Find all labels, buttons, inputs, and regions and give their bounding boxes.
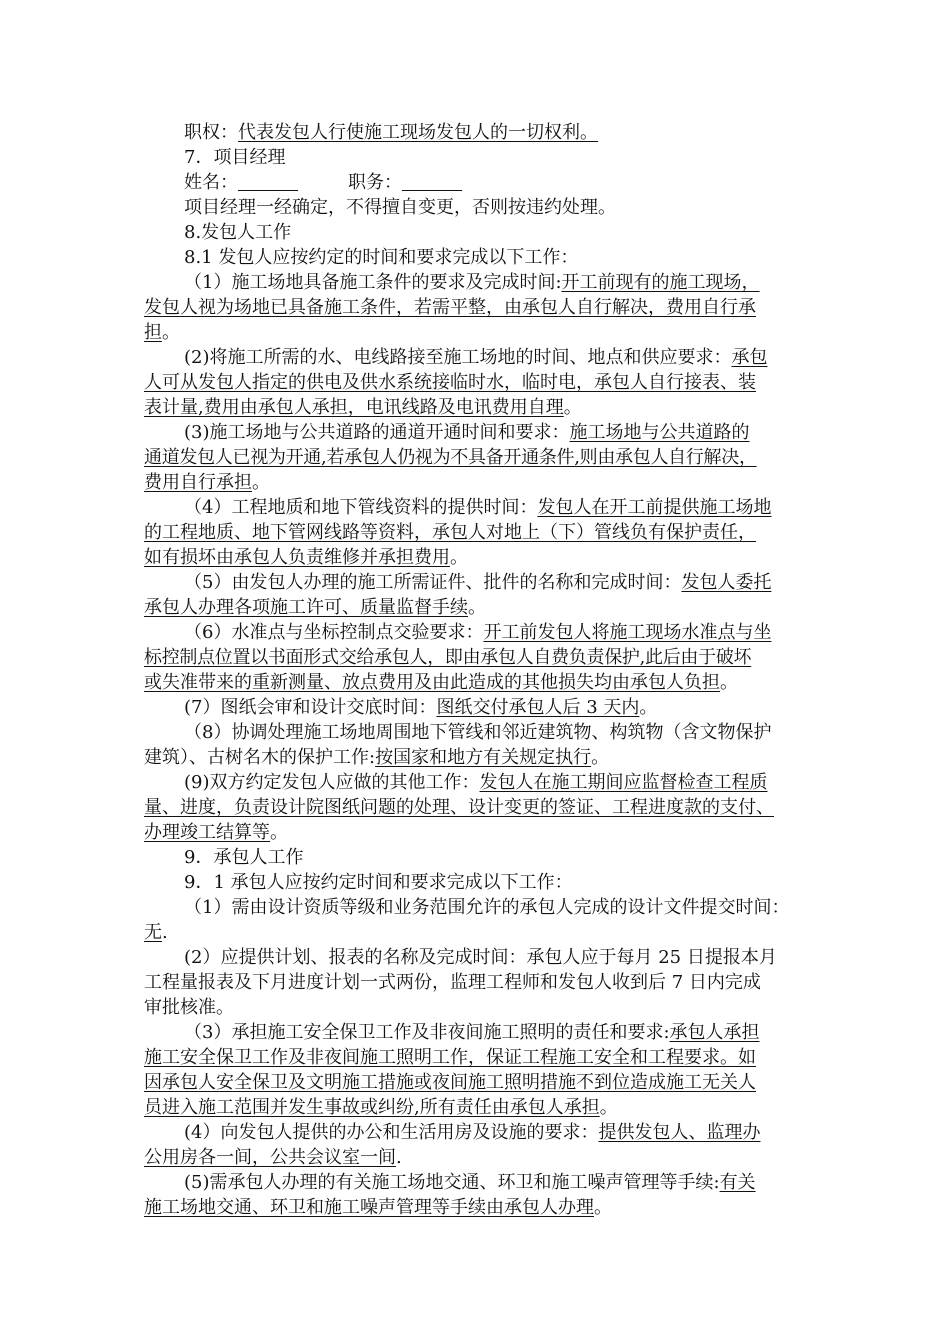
item-8-1-7: (7）图纸会审和设计交底时间：图纸交付承包人后 3 天内。 <box>184 697 658 718</box>
item-9-1-4: (4）向发包人提供的办公和生活用房及设施的要求：提供发包人、监理办 <box>184 1122 761 1143</box>
item-8-1-1-end: 担。 <box>144 322 180 343</box>
item-8-1-2-end: 表计量,费用由承包人承担，电讯线路及电讯费用自理。 <box>144 397 582 418</box>
item-8-1-6: （6）水准点与坐标控制点交验要求：开工前发包人将施工现场水准点与坐 <box>184 622 772 643</box>
item-8-1-4: （4）工程地质和地下管线资料的提供时间：发包人在开工前提供施工场地 <box>184 497 772 518</box>
item-8-1-2: (2)将施工所需的水、电线路接至施工场地的时间、地点和供应要求：承包 <box>184 347 768 368</box>
item-8-1-3-end: 费用自行承担。 <box>144 472 270 493</box>
section-8-1-heading: 8.1 发包人应按约定的时间和要求完成以下工作： <box>184 247 579 268</box>
item-9-1-5-end: 施工场地交通、环卫和施工噪声管理等手续由承包人办理。 <box>144 1197 612 1218</box>
item-9-1-5: (5)需承包人办理的有关施工场地交通、环卫和施工噪声管理等手续:有关 <box>184 1172 756 1193</box>
item-8-1-1: （1）施工场地具备施工条件的要求及完成时间:开工前现有的施工现场， <box>184 272 760 293</box>
item-8-1-4-end: 如有损坏由承包人负责维修并承担费用。 <box>144 547 468 568</box>
name-blank <box>238 172 298 191</box>
item-8-1-4-cont: 的工程地质、地下管网线路等资料，承包人对地上（下）管线负有保护责任， <box>144 522 756 543</box>
item-8-1-3: (3)施工场地与公共道路的通道开通时间和要求：施工场地与公共道路的 <box>184 422 750 443</box>
section-8-heading: 8.发包人工作 <box>184 222 292 243</box>
item-9-1-2-end: 审批核准。 <box>144 997 234 1018</box>
item-8-1-8-end: 建筑）、古树名木的保护工作:按国家和地方有关规定执行。 <box>144 747 610 768</box>
document-body <box>144 120 824 1220</box>
item-8-1-8: （8）协调处理施工场地周围地下管线和邻近建筑物、构筑物（含文物保护 <box>184 722 772 743</box>
item-9-1-4-end: 公用房各一间，公共会议室一间. <box>144 1147 402 1168</box>
item-9-1-2-cont: 工程量报表及下月进度计划一式两份，监理工程师和发包人收到后 7 日内完成 <box>144 972 761 993</box>
duty-blank <box>402 172 462 191</box>
item-9-1-3-cont-2: 因承包人安全保卫及文明施工措施或夜间施工照明措施不到位造成施工无关人 <box>144 1072 756 1093</box>
item-8-1-5-end: 承包人办理各项施工许可、质量监督手续。 <box>144 597 486 618</box>
manager-note: 项目经理一经确定，不得擅自变更，否则按违约处理。 <box>184 197 616 218</box>
item-9-1-3: （3）承担施工安全保卫工作及非夜间施工照明的责任和要求:承包人承担 <box>184 1022 760 1043</box>
item-8-1-6-cont: 标控制点位置以书面形式交给承包人，即由承包人自费负责保护,此后由于破坏 <box>144 647 752 668</box>
item-8-1-6-end: 或失准带来的重新测量、放点费用及由此造成的其他损失均由承包人负担。 <box>144 672 738 693</box>
item-8-1-9-cont: 量、进度，负责设计院图纸问题的处理、设计变更的签证、工程进度款的支付、 <box>144 797 774 818</box>
item-8-1-9-end: 办理竣工结算等。 <box>144 822 288 843</box>
section-9-heading: 9．承包人工作 <box>184 847 304 868</box>
item-9-1-1-end: 无. <box>144 922 168 943</box>
item-9-1-3-end: 员进入施工范围并发生事故或纠纷,所有责任由承包人承担。 <box>144 1097 618 1118</box>
item-8-1-5: （5）由发包人办理的施工所需证件、批件的名称和完成时间：发包人委托 <box>184 572 772 593</box>
manager-name-duty-line: 姓名： 职务： <box>144 170 824 195</box>
item-9-1-2: (2）应提供计划、报表的名称及完成时间：承包人应于每月 25 日提报本月 <box>184 947 777 968</box>
item-8-1-1-cont: 发包人视为场地已具备施工条件，若需平整，由承包人自行解决，费用自行承 <box>144 297 756 318</box>
item-9-1-1: （1）需由设计资质等级和业务范围允许的承包人完成的设计文件提交时间： <box>184 897 790 918</box>
item-8-1-2-cont: 人可从发包人指定的供电及供水系统接临时水，临时电，承包人自行接表、装 <box>144 372 756 393</box>
authority-line: 职权：代表发包人行使施工现场发包人的一切权利。 <box>184 122 598 143</box>
item-8-1-9: (9)双方约定发包人应做的其他工作：发包人在施工期间应监督检查工程质 <box>184 772 768 793</box>
item-8-1-3-cont: 通道发包人已视为开通,若承包人仍视为不具备开通条件,则由承包人自行解决， <box>144 447 757 468</box>
section-9-1-heading: 9．1 承包人应按约定时间和要求完成以下工作： <box>184 872 573 893</box>
item-9-1-3-cont-1: 施工安全保卫工作及非夜间施工照明工作，保证工程施工安全和工程要求。如 <box>144 1047 756 1068</box>
section-7-heading: 7．项目经理 <box>184 147 286 168</box>
